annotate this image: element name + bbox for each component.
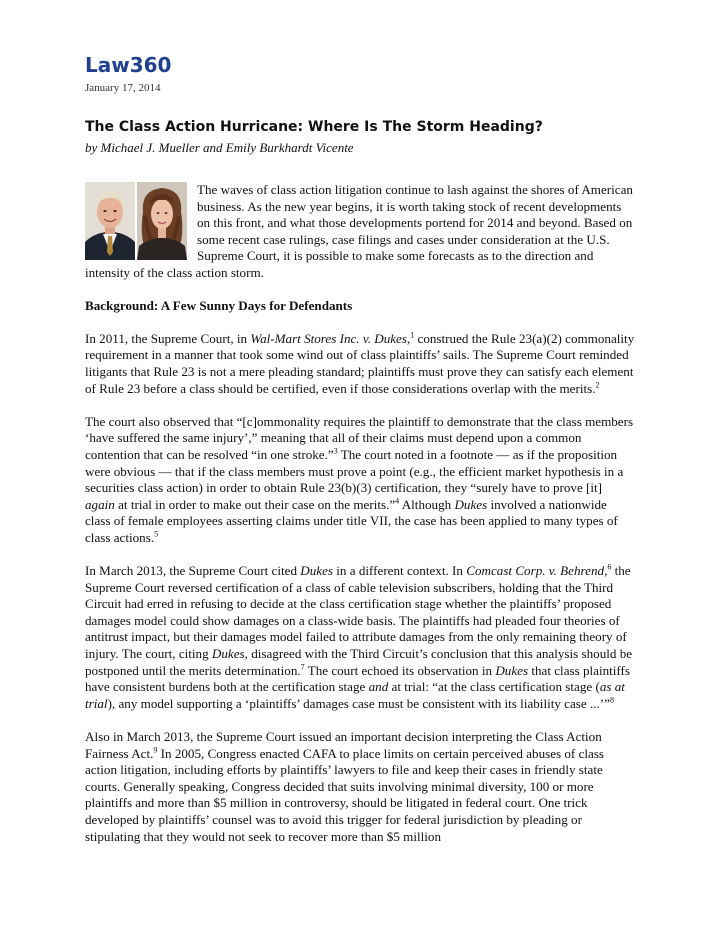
author-photo-mueller <box>85 182 135 260</box>
article-title: The Class Action Hurricane: Where Is The Storm Heading? <box>85 119 543 135</box>
footnote-ref[interactable]: 7 <box>300 662 305 672</box>
publication-logo: Law360 <box>85 53 172 77</box>
section-heading: Background: A Few Sunny Days for Defendants <box>85 297 353 313</box>
intro-section <box>85 182 635 282</box>
case-name: Comcast Corp. v. Behrend <box>466 563 605 579</box>
footnote-ref[interactable]: 1 <box>410 330 415 340</box>
author-photos <box>85 182 189 260</box>
footnote-ref[interactable]: 2 <box>595 380 600 390</box>
intro-paragraph: The waves of class action litigation continue to lash against the shores of American business. As the new year begins, it is worth taking stock of recent developments on this front, and what those developments portend for 2014 and beyond. Based on some recent case rulings, case filings and cases under consideration at the U.S. Supreme Court, it is possible to make some forecasts as to the direction and intensity of the class action storm. <box>85 182 633 280</box>
article-byline: by Michael J. Mueller and Emily Burkhardt Vicente <box>85 140 354 155</box>
footnote-ref[interactable]: 4 <box>395 496 400 506</box>
footnote-ref[interactable]: 5 <box>154 529 159 539</box>
article-page <box>85 52 635 845</box>
paragraph-1: In 2011, the Supreme Court, in Wal-Mart Stores Inc. v. Dukes,$^1$ construed the Rule 23(a)(2) commonality requirement in a manner that took some wind out of class plaintiffs’ sails. The Supreme Court reminded litigants that Rule 23 is not a mere pleading standard; plaintiffs must prove they can satisfy each element of Rule 23 before a class should be certified, even if those considerations overlap with the merits.$^2$ <box>85 330 635 396</box>
case-name: Dukes <box>300 563 334 579</box>
footnote-ref[interactable]: 6 <box>607 562 612 572</box>
author-photo-vicente <box>137 182 187 260</box>
paragraph-4: Also in March 2013, the Supreme Court issued an important decision interpreting the Class Action Fairness Act.$^9$ In 2005, Congress enacted CAFA to place limits on certain perceived abuses of class action litigation, including efforts by plaintiffs’ lawyers to file and keep their cases in friendly state courts. Generally speaking, Congress decided that suits involving minimal diversity, 100 or more plaintiffs and more than $5 million in controversy, should be litigated in federal court. One trick developed by plaintiffs’ counsel was to avoid this trigger for federal jurisdiction by pleading or stipulating that they would not seek to recover more than $5 million <box>85 729 605 844</box>
footnote-ref[interactable]: 8 <box>609 695 614 705</box>
case-name: Dukes <box>495 662 529 678</box>
case-name: Wal-Mart Stores Inc. v. Dukes <box>250 330 407 346</box>
paragraph-2: The court also observed that “[c]ommonality requires the plaintiff to demonstrate that the class members ‘have suffered the same injury’,” meaning that all of their claims must depend upon a common contention that can be resolved “in one stroke.”$^3$ The court noted in a footnote — as if the proposition were obvious — that if the class members must prove a point (e.g., the efficient market hypothesis in a securities class action) in order to obtain Rule 23(b)(3) certification, they “surely have to prove [it] again at trial in order to make out their case on the merits.”$^4$ Although Dukes involved a nationwide class of female employees asserting claims under title VII, the case has been applied to many types of class actions.$^5$ <box>85 413 634 545</box>
case-name: Dukes <box>211 646 245 662</box>
footnote-ref[interactable]: 9 <box>153 745 158 755</box>
paragraph-3: In March 2013, the Supreme Court cited Dukes in a different context. In Comcast Corp. v. Behrend,$^6$ the Supreme Court reversed certification of a class of cable television subscribers, holding that the Third Circuit had erred in refusing to decide at the class certification stage whether the plaintiffs’ proposed damages model could show damages on a class-wide basis. The plaintiffs had pleaded four theories of antitrust impact, but their damages model failed to attribute damages from the only remaining theory of injury. The court, citing Dukes, disagreed with the Third Circuit’s conclusion that this analysis should be postponed until the merits determination.$^7$ The court echoed its observation in Dukes that class plaintiffs have consistent burdens both at the certification stage and at trial: “at the class certification stage (as at trial), any model supporting a ‘plaintiffs’ damages case must be consistent with its liability case ...’”$^8$ <box>85 562 633 711</box>
publication-date: January 17, 2014 <box>85 82 161 94</box>
footnote-ref[interactable]: 3 <box>333 446 338 456</box>
case-name: Dukes <box>454 496 488 512</box>
